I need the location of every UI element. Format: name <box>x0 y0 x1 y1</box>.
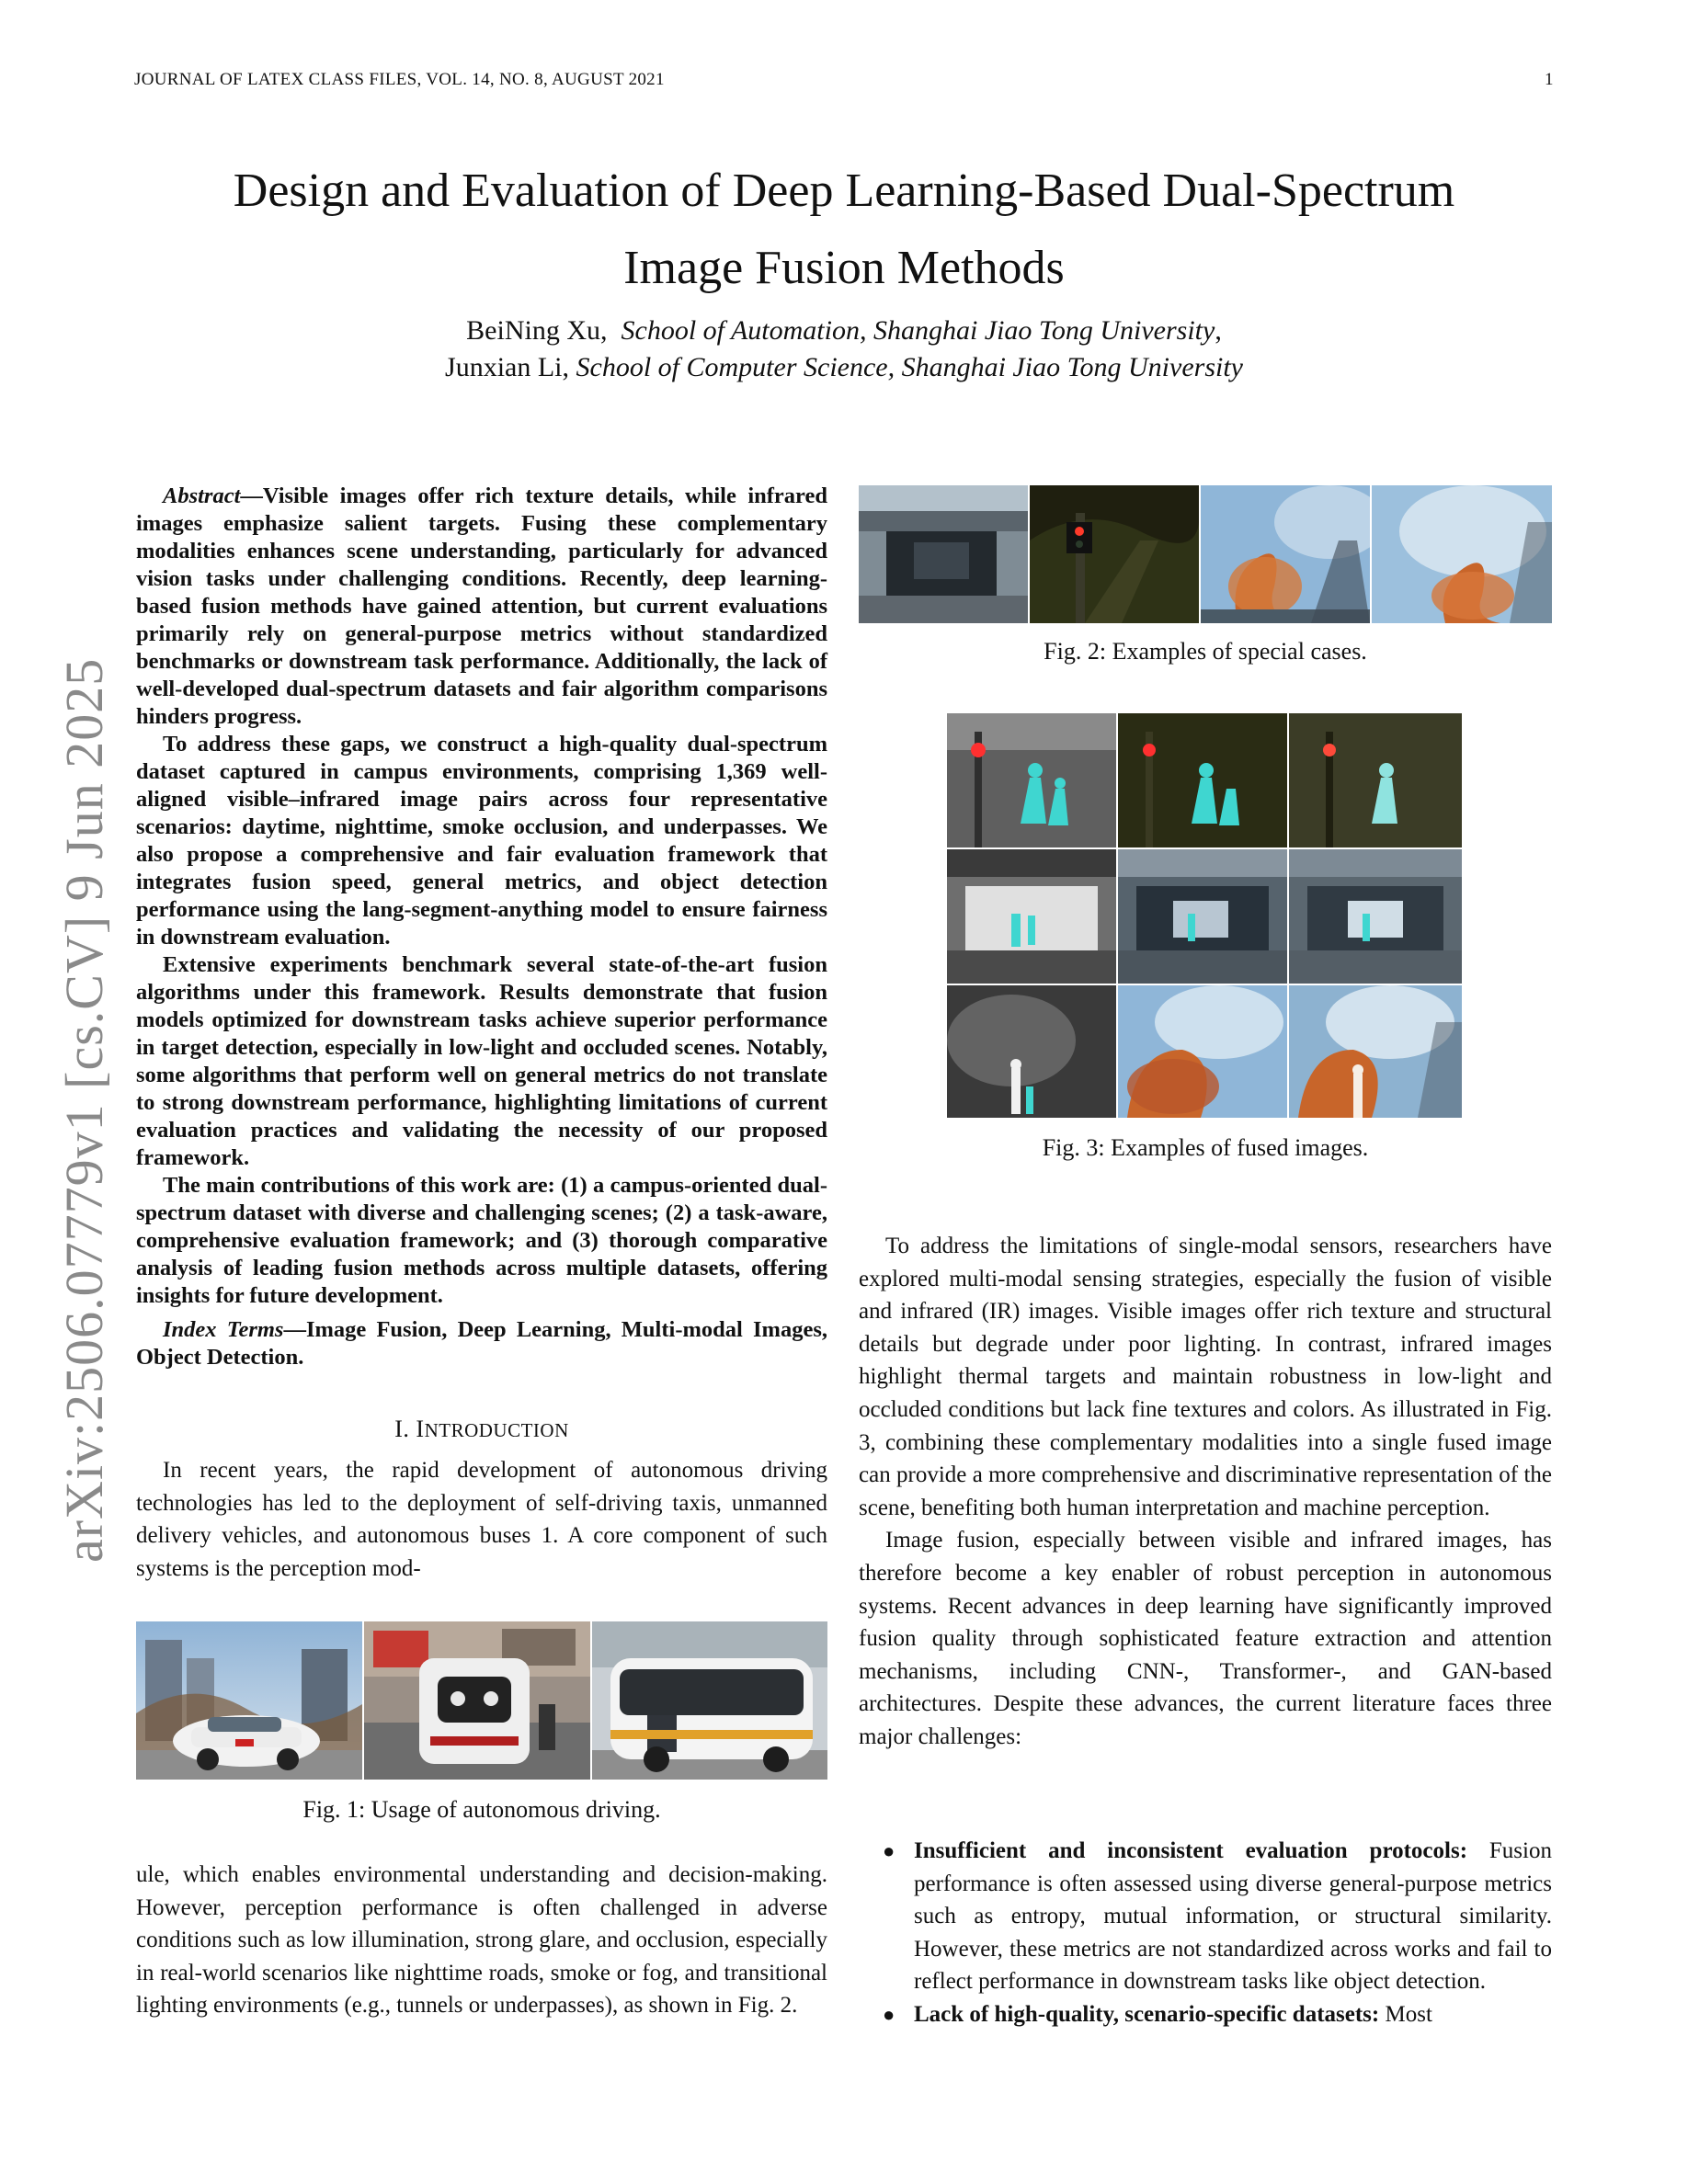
list-item-heading: Lack of high-quality, scenario-specific datasets: <box>914 2001 1380 2027</box>
arxiv-identifier: arXiv:2506.07779v1 [cs.CV] 9 Jun 2025 <box>54 657 114 1563</box>
title-line-1: Design and Evaluation of Deep Learning-Based Dual-Spectrum <box>233 165 1455 217</box>
intro-paragraph-continued <box>136 1859 827 2022</box>
fig3-image-vis-smoke <box>1118 985 1287 1118</box>
author-name: BeiNing Xu, <box>466 315 608 346</box>
fig3-image-vis-night <box>1118 713 1287 847</box>
intro-paragraph <box>136 1454 827 1585</box>
fig3-image-vis-underpass <box>1118 849 1287 984</box>
section-title: NTRODUCTION <box>424 1419 569 1441</box>
author-line-1 <box>147 313 1541 349</box>
figure-2-caption: Fig. 2: Examples of special cases. <box>1044 638 1367 665</box>
fig2-image-underpass <box>859 485 1028 623</box>
fig3-image-ir-smoke <box>947 985 1116 1118</box>
figure-1-caption: Fig. 1: Usage of autonomous driving. <box>302 1796 661 1823</box>
fig2-image-night-traffic-light <box>1030 485 1199 623</box>
figure-3 <box>947 713 1462 1118</box>
abstract-paragraph: To address these gaps, we construct a high-quality dual-spectrum dataset captured in campus environments, comprising 1,369 well-aligned visible–infrared image pairs across four representative scenarios: daytime, nighttime, smoke occlusion, and underpasses. We also propose a comprehensive and fair evaluation framework that integrates fusion speed, general metrics, and object detection performance using the lang-segment-anything model to ensure fairness in downstream evaluation. <box>136 732 827 950</box>
abstract <box>136 483 827 1310</box>
fig3-image-fused-smoke <box>1289 985 1462 1118</box>
index-terms-lead: Index Terms <box>163 1317 284 1342</box>
bullet-icon: ● <box>883 2002 895 2026</box>
challenge-list <box>859 1835 1552 2031</box>
fig2-image-smoke-scene <box>1201 485 1370 623</box>
fig1-image-autonomous-bus <box>592 1621 827 1780</box>
fig3-image-ir-night <box>947 713 1116 847</box>
fig3-image-ir-underpass <box>947 849 1116 984</box>
fig1-image-delivery-vehicle <box>364 1621 590 1780</box>
fig3-image-fused-night <box>1289 713 1462 847</box>
abstract-paragraph: The main contributions of this work are: (1) a campus-oriented dual-spectrum dataset with diverse and challenging scenes; (2) a task-aware, comprehensive evaluation framework; and (3) thorough comparative analysis of leading fusion methods across multiple datasets, offering insights for future development. <box>136 1173 827 1308</box>
index-terms-text: Image Fusion, Deep Learning, Multi-modal Images, Object Detection. <box>136 1317 827 1370</box>
list-item-text: Most <box>1379 2001 1432 2027</box>
list-item-heading: Insufficient and inconsistent evaluation protocols: <box>914 1838 1468 1863</box>
abstract-paragraph: Abstract—Visible images offer rich texture details, while infrared images emphasize salient targets. Fusing these complementary modalities enhances scene understanding, particularly for advanced vision tasks under challenging conditions. Recently, deep learning-based fusion methods have gained attention, but current evaluations primarily rely on general-purpose metrics without standardized benchmarks or downstream task performance. Additionally, the lack of well-developed dual-spectrum datasets and fair algorithm comparisons hinders progress. <box>136 483 827 729</box>
abstract-text: Visible images offer rich texture details, while infrared images emphasize salient targets. Fusing these complementary modalities enhances scene understanding, particularly for advanced vision tasks under challenging conditions. Recently, deep learning-based fusion methods have gained attention, but current evaluations primarily rely on general-purpose metrics without standardized benchmarks or downstream task performance. Additionally, the lack of well-developed dual-spectrum datasets and fair algorithm comparisons hinders progress. <box>136 483 827 729</box>
author-affiliation: School of Computer Science, Shanghai Jiao Tong University <box>576 352 1243 382</box>
body-paragraph: To address the limitations of single-modal sensors, researchers have explored multi-modal sensing strategies, especially the fusion of visible and infrared (IR) images. Visible images offer rich texture and structural details but degrade under poor lighting. In contrast, infrared images highlight thermal targets and maintain robustness in low-light and occluded conditions but lack fine textures and colors. As illustrated in Fig. 3, combining these complementary modalities into a single fused image can provide a more comprehensive and discriminative representation of the scene, benefiting both human interpretation and machine perception. <box>859 1234 1552 1520</box>
index-terms: Index Terms—Image Fusion, Deep Learning, Multi-modal Images, Object Detection. <box>136 1317 827 1370</box>
author-line-2 <box>147 349 1541 386</box>
section-heading <box>136 1416 827 1443</box>
figure-1 <box>136 1621 827 1780</box>
bullet-icon: ● <box>883 1839 895 1862</box>
fig1-image-robotaxi <box>136 1621 362 1780</box>
page-number: 1 <box>1545 70 1554 89</box>
list-item <box>859 1835 1552 1998</box>
fig3-image-fused-underpass <box>1289 849 1462 984</box>
running-head: JOURNAL OF LATEX CLASS FILES, VOL. 14, NO. 8, AUGUST 2021 <box>134 70 665 89</box>
figure-3-caption: Fig. 3: Examples of fused images. <box>1042 1134 1369 1161</box>
body-paragraph: Image fusion, especially between visible and infrared images, has therefore become a key enabler of robust perception in autonomous systems. Recent advances in deep learning have significantly improved fusion quality through sophisticated feature extraction and attention mechanisms, including CNN-, Transformer-, and GAN-based architectures. Despite these advances, the current literature faces three major challenges: <box>859 1528 1552 1749</box>
figure-2 <box>859 485 1552 623</box>
author-affiliation: School of Automation, Shanghai Jiao Tong University <box>621 315 1215 346</box>
abstract-paragraph: Extensive experiments benchmark several state-of-the-art fusion algorithms under this framework. Results demonstrate that fusion models optimized for downstream tasks achieve superior performance in target detection, especially in low-light and occluded scenes. Notably, some algorithms that perform well on general metrics do not translate to strong downstream performance, highlighting limitations of current evaluation practices and validating the necessity of our proposed framework. <box>136 952 827 1170</box>
list-item-text: Fusion performance is often assessed using diverse general-purpose metrics such as entropy, mutual information, or structural similarity. However, these metrics are not standardized across works and fail to reflect performance in downstream tasks like object detection. <box>914 1838 1552 1995</box>
author-separator: , <box>1215 315 1222 346</box>
section-numeral: I. I <box>394 1416 425 1442</box>
body-paragraph: In recent years, the rapid development of autonomous driving technologies has led to the deployment of self-driving taxis, unmanned delivery vehicles, and autonomous buses 1. A core component of such systems is the perception mod- <box>136 1458 827 1581</box>
paper-title <box>147 153 1541 307</box>
body-paragraph: ule, which enables environmental understanding and decision-making. However, perception performance is often challenged in adverse conditions such as low illumination, strong glare, and occlusion, especially in real-world scenarios like nighttime roads, smoke or fog, and transitional lighting environments (e.g., tunnels or underpasses), as shown in Fig. 2. <box>136 1862 827 2019</box>
list-item <box>859 1998 1552 2031</box>
right-column-text <box>859 1230 1552 1754</box>
author-block <box>147 313 1541 386</box>
title-line-2: Image Fusion Methods <box>623 242 1065 294</box>
fig2-image-smoke-scene-2 <box>1372 485 1552 623</box>
author-name: Junxian Li, <box>445 352 570 382</box>
abstract-lead: Abstract <box>163 483 241 508</box>
